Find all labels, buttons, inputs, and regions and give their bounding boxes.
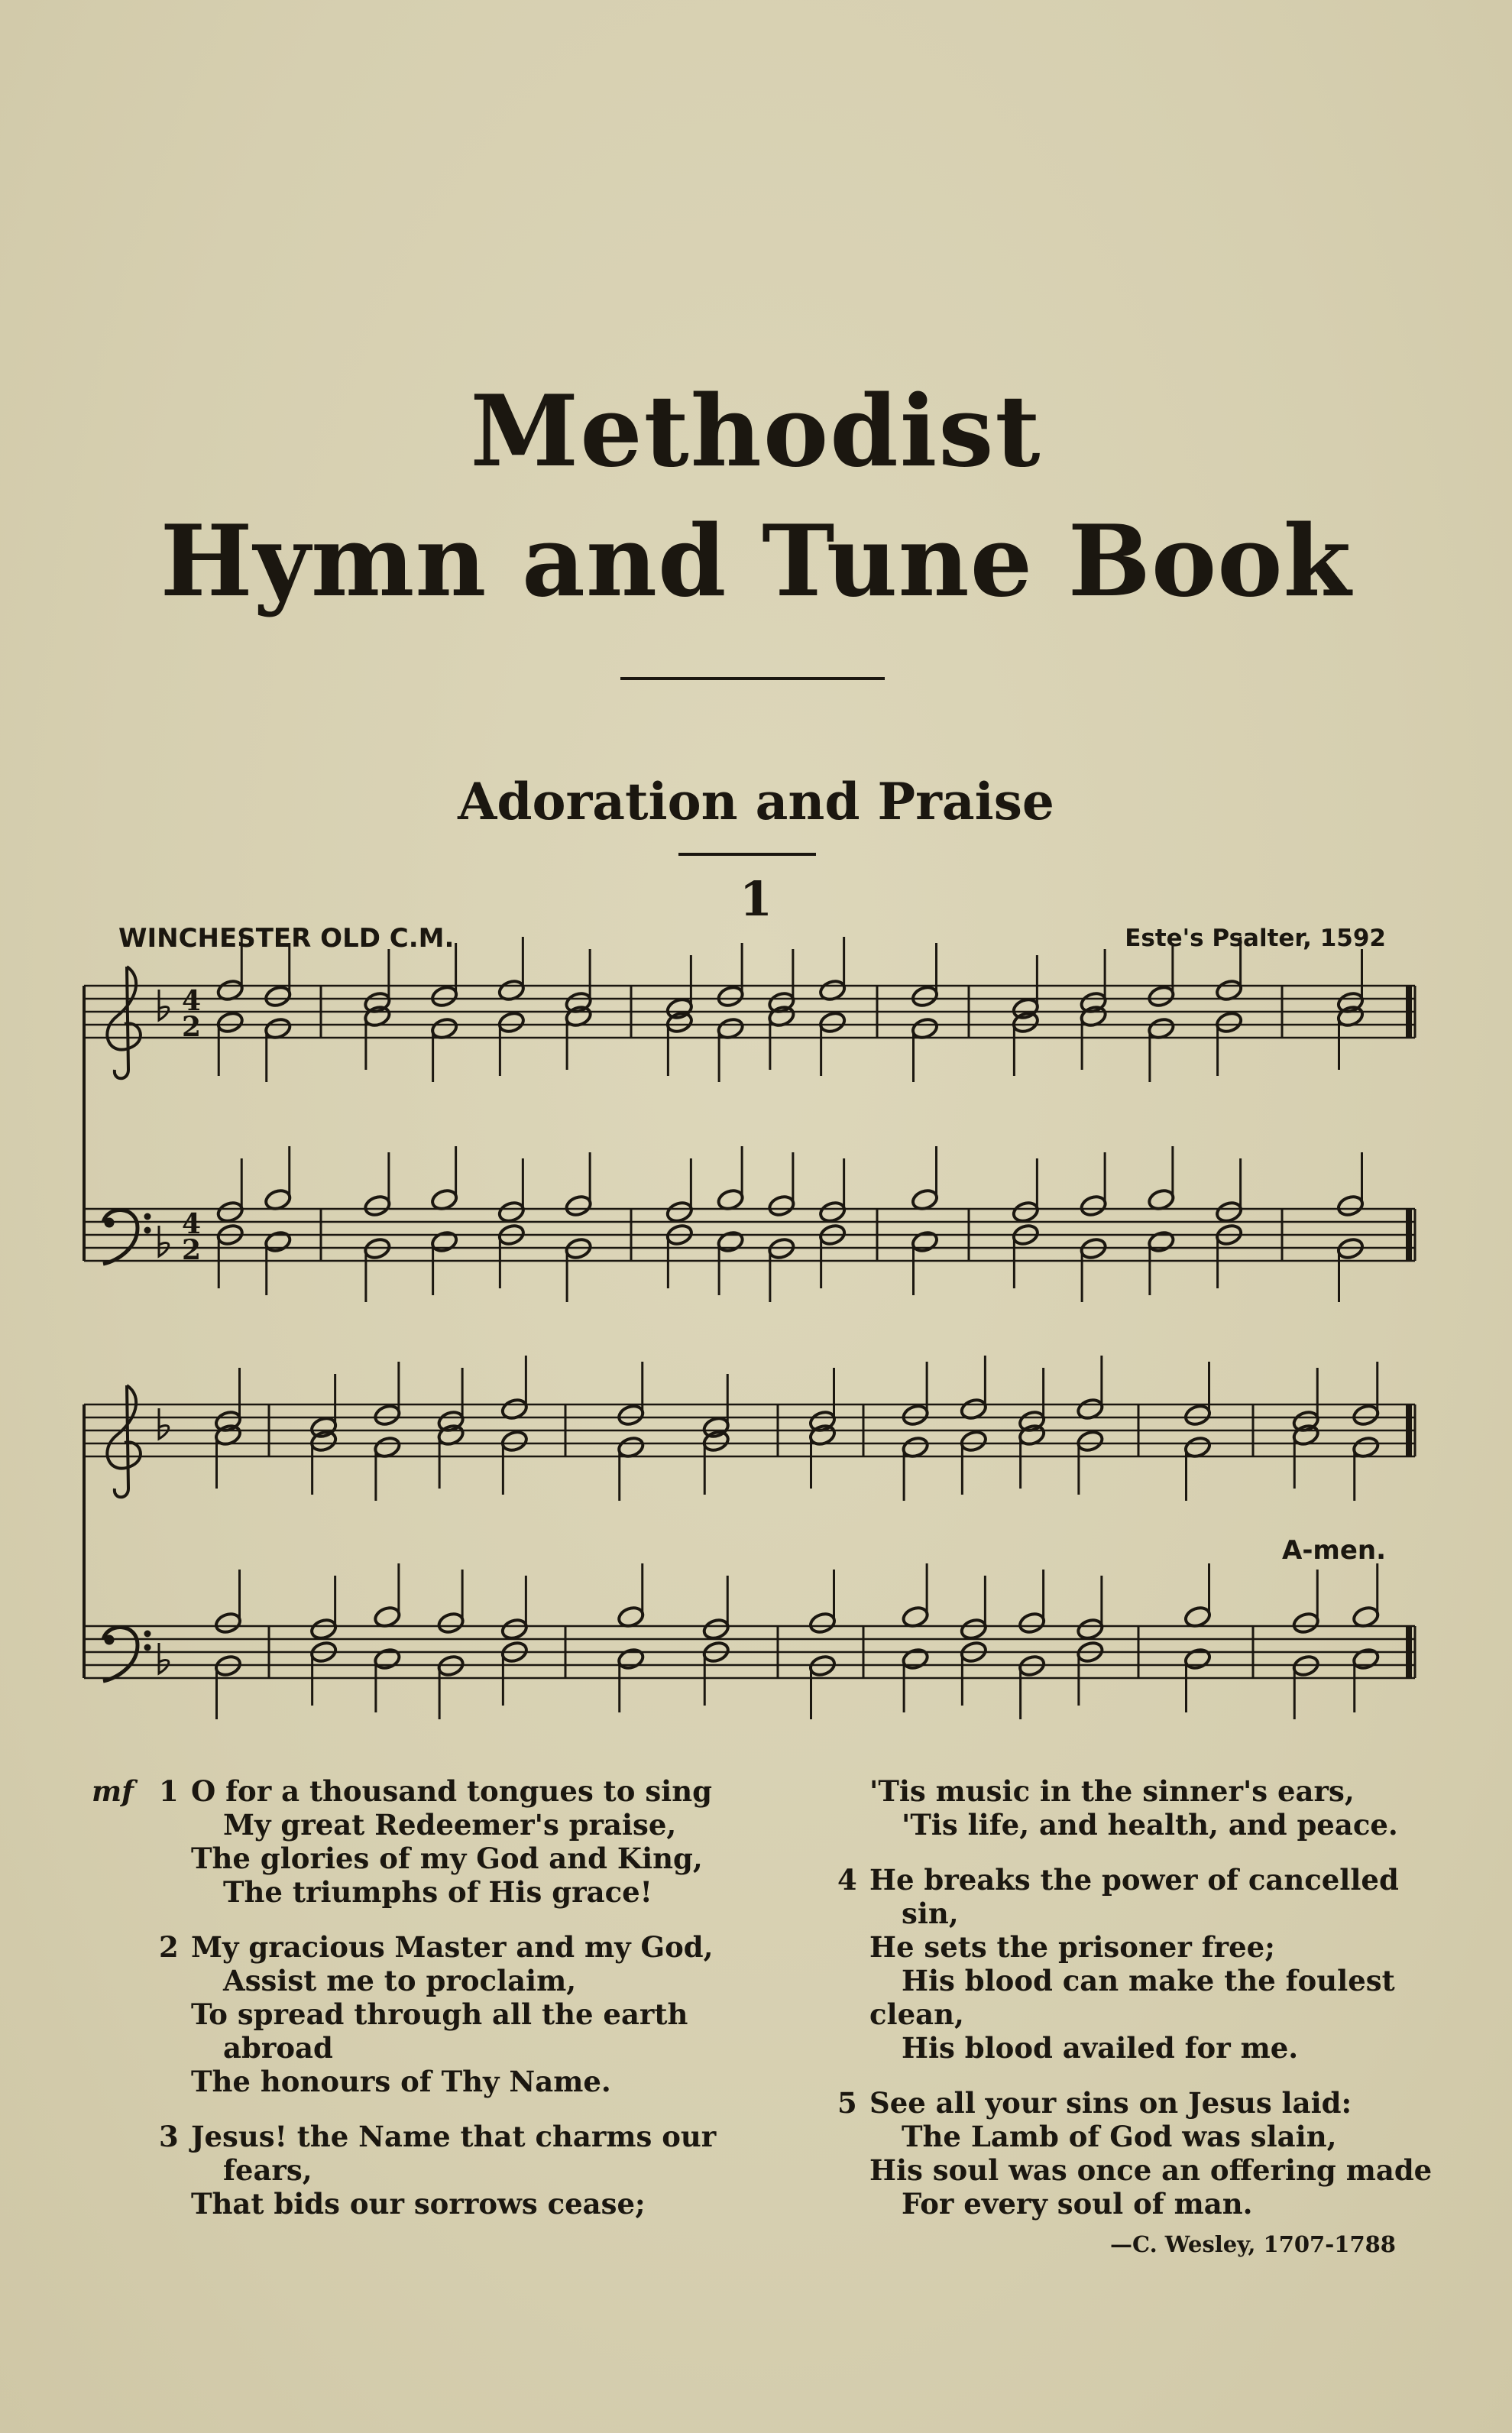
note-head bbox=[373, 1647, 402, 1671]
note-head bbox=[1352, 1647, 1381, 1671]
verse bbox=[837, 2086, 1433, 2221]
note-head bbox=[309, 1617, 338, 1641]
book-title-line2: Hymn and Tune Book bbox=[160, 504, 1352, 619]
verse bbox=[159, 1774, 772, 1909]
verse-line: His blood availed for me. bbox=[902, 2031, 1299, 2065]
note-head bbox=[1336, 1194, 1365, 1218]
note-head bbox=[1012, 1200, 1041, 1224]
verse-line: sin, bbox=[902, 1897, 959, 1930]
treble-clef-icon bbox=[107, 1385, 141, 1497]
note-head bbox=[264, 984, 293, 1009]
hymn-number: 1 bbox=[739, 871, 773, 927]
note-head bbox=[500, 1617, 529, 1641]
verse-number: 2 bbox=[159, 1930, 179, 1964]
note-head bbox=[430, 984, 459, 1009]
verse bbox=[837, 1863, 1420, 2065]
time-signature-bottom: 2 bbox=[182, 1234, 202, 1266]
note-head bbox=[1291, 1611, 1320, 1635]
note-head bbox=[716, 984, 745, 1009]
note-head bbox=[617, 1403, 646, 1427]
note-head bbox=[1183, 1403, 1213, 1427]
verse-line: The honours of Thy Name. bbox=[191, 2065, 611, 2098]
verses-right-column bbox=[837, 1774, 1433, 2242]
verses-left-column bbox=[159, 1774, 772, 2242]
note-head bbox=[1076, 1429, 1105, 1453]
note-head bbox=[1076, 1617, 1105, 1641]
note-head bbox=[1215, 1200, 1244, 1224]
verse-number: 3 bbox=[159, 2120, 179, 2153]
note-head bbox=[500, 1429, 529, 1453]
section-title: Adoration and Praise bbox=[458, 772, 1054, 831]
bass-clef-dot bbox=[144, 1213, 151, 1220]
note-head bbox=[1079, 1194, 1108, 1218]
note-head bbox=[497, 1010, 526, 1035]
note-head bbox=[564, 1194, 593, 1218]
note-head bbox=[215, 1010, 244, 1035]
note-head bbox=[430, 1229, 459, 1254]
verse-line: My gracious Master and my God, bbox=[191, 1930, 714, 1964]
note-head bbox=[1018, 1611, 1047, 1635]
note-head bbox=[1215, 1010, 1244, 1035]
time-signature-bottom: 2 bbox=[182, 1011, 202, 1043]
note-head bbox=[716, 1229, 745, 1254]
verse-line: His soul was once an offering made bbox=[869, 2153, 1433, 2187]
note-head bbox=[701, 1617, 730, 1641]
bass-clef-dot bbox=[105, 1218, 114, 1227]
note-head bbox=[373, 1403, 402, 1427]
note-head bbox=[901, 1403, 930, 1427]
note-head bbox=[818, 1010, 847, 1035]
treble-clef-icon bbox=[107, 967, 141, 1078]
verse bbox=[159, 2120, 772, 2221]
verse-line: To spread through all the earth bbox=[191, 1997, 688, 2031]
note-head bbox=[767, 1194, 796, 1218]
note-head bbox=[215, 1200, 244, 1224]
flat-icon bbox=[159, 990, 169, 1020]
verse-line: For every soul of man. bbox=[902, 2187, 1253, 2221]
note-head bbox=[960, 1617, 989, 1641]
tune-source: Este's Psalter, 1592 bbox=[1125, 925, 1386, 952]
verse-line: Assist me to proclaim, bbox=[223, 1964, 577, 1997]
time-signature-top: 4 bbox=[182, 1208, 202, 1240]
bass-clef-dot bbox=[144, 1644, 151, 1651]
flat-icon bbox=[159, 1226, 169, 1256]
flat-icon bbox=[159, 1408, 169, 1439]
verse-number: 5 bbox=[837, 2086, 857, 2120]
note-head bbox=[617, 1647, 646, 1671]
verse-number: 1 bbox=[159, 1774, 179, 1808]
note-head bbox=[911, 1229, 940, 1254]
verse-line: 'Tis music in the sinner's ears, bbox=[869, 1774, 1355, 1808]
note-head bbox=[960, 1429, 989, 1453]
note-head bbox=[214, 1611, 243, 1635]
verse-number: 4 bbox=[837, 1863, 857, 1897]
verse bbox=[159, 1930, 772, 2098]
note-head bbox=[1183, 1647, 1213, 1671]
note-head bbox=[363, 1194, 392, 1218]
note-head bbox=[911, 984, 940, 1009]
verse-line: O for a thousand tongues to sing bbox=[191, 1774, 712, 1808]
note-head bbox=[264, 1229, 293, 1254]
verse-line: That bids our sorrows cease; bbox=[191, 2187, 646, 2221]
verse-line: He sets the prisoner free; bbox=[869, 1930, 1275, 1964]
book-title-line1: Methodist bbox=[470, 374, 1042, 489]
verse-line: 'Tis life, and health, and peace. bbox=[902, 1808, 1398, 1842]
note-head bbox=[436, 1611, 465, 1635]
hymn-attribution: —C. Wesley, 1707-1788 bbox=[1110, 2231, 1396, 2257]
verse-line: He breaks the power of cancelled bbox=[869, 1863, 1399, 1897]
note-head bbox=[808, 1611, 837, 1635]
note-head bbox=[901, 1647, 930, 1671]
verse-line: See all your sins on Jesus laid: bbox=[869, 2086, 1352, 2120]
dynamic-marking: mf bbox=[92, 1774, 134, 1808]
flat-icon bbox=[159, 1643, 169, 1673]
amen-label: A-men. bbox=[1282, 1535, 1387, 1566]
verse-line: His blood can make the foulest bbox=[902, 1964, 1395, 1997]
verse-line: The triumphs of His grace! bbox=[223, 1875, 652, 1909]
bass-clef-dot bbox=[144, 1227, 151, 1233]
tune-name: WINCHESTER OLD C.M. bbox=[118, 923, 455, 954]
verse-line: Jesus! the Name that charms our bbox=[191, 2120, 717, 2153]
verse bbox=[869, 1774, 1420, 1842]
note-head bbox=[1352, 1403, 1381, 1427]
bass-clef-dot bbox=[144, 1631, 151, 1637]
time-signature-top: 4 bbox=[182, 985, 202, 1017]
verse-line: The Lamb of God was slain, bbox=[902, 2120, 1337, 2153]
note-head bbox=[665, 1200, 694, 1224]
verse-line: My great Redeemer's praise, bbox=[223, 1808, 677, 1842]
note-head bbox=[818, 1200, 847, 1224]
note-head bbox=[497, 1200, 526, 1224]
verse-line: fears, bbox=[223, 2153, 312, 2187]
note-head bbox=[1147, 1229, 1176, 1254]
verse-line: clean, bbox=[869, 1997, 964, 2031]
verse-line: abroad bbox=[223, 2031, 333, 2065]
bass-clef-dot bbox=[105, 1635, 114, 1644]
verse-line: The glories of my God and King, bbox=[191, 1842, 703, 1875]
note-head bbox=[1147, 984, 1176, 1009]
